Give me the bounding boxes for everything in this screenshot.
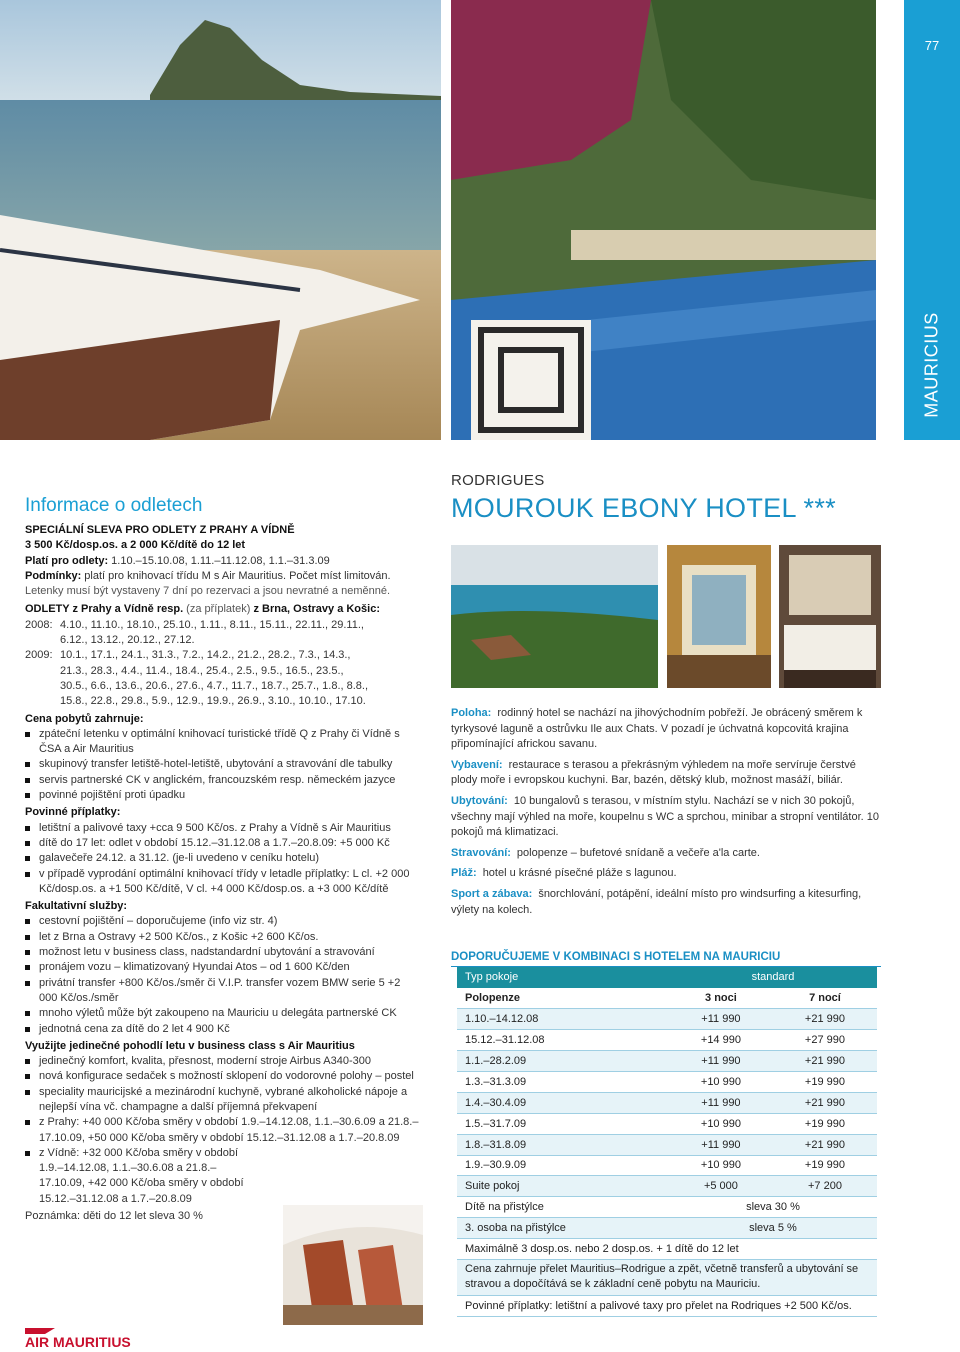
nights3-header: 3 noci xyxy=(669,988,773,1009)
list-item: možnost letu v business class, nadstandardní ubytování a stravování xyxy=(25,945,420,960)
table-row xyxy=(457,1092,877,1113)
mandatory-title: Povinné příplatky: xyxy=(25,806,121,819)
table-cell: +21 990 xyxy=(773,1009,877,1030)
location-label: Poloha: xyxy=(451,707,492,719)
list-item: speciality mauricijské a mezinárodní kuchyně, vybrané alkoholické nápoje a nejlepší vína vč. champagne a další příjemná překvapení xyxy=(25,1085,420,1116)
dates-2009 xyxy=(25,648,420,709)
beach-label: Pláž: xyxy=(451,867,477,880)
list-item: jednotná cena za dítě do 2 let 4 900 Kč xyxy=(25,1022,420,1037)
table-cell: 1.9.–30.9.09 xyxy=(457,1155,669,1176)
nights7-header: 7 nocí xyxy=(773,988,877,1009)
table-cell: +11 990 xyxy=(669,1051,773,1072)
food-label: Stravování: xyxy=(451,846,511,859)
note: Poznámka: děti do 12 let sleva 30 % xyxy=(25,1210,203,1223)
list-item: servis partnerské CK v anglickém, francouzském resp. německém jazyce xyxy=(25,773,420,788)
flight-info-title: Informace o odletech xyxy=(25,495,203,516)
list-item: skupinový transfer letiště-hotel-letiště, ubytování a stravování dle tabulky xyxy=(25,757,420,772)
dep-mid: (za příplatek) xyxy=(183,603,254,616)
room-type-header: Typ pokoje xyxy=(457,967,669,988)
location-text: rodinný hotel se nachází na jihovýchodním pobřeží. Je obrácený směrem k tyrkysové laguně a ostrůvku Ile aux Chats. V pozadí je úchvatná kopcovitá krajina připomínající africkou savanu. xyxy=(451,707,863,751)
table-row xyxy=(457,988,877,1009)
table-row xyxy=(457,1134,877,1155)
food-paragraph xyxy=(451,846,881,862)
table-cell: +11 990 xyxy=(669,1092,773,1113)
hotel-name: MOUROUK EBONY HOTEL *** xyxy=(451,493,836,523)
list-item: let z Brna a Ostravy +2 500 Kč/os., z Košic +2 600 Kč/os. xyxy=(25,930,420,945)
table-row xyxy=(457,1239,877,1260)
table-cell: Maximálně 3 dosp.os. nebo 2 dosp.os. + 1 dítě do 12 let xyxy=(457,1239,877,1260)
dep-label-2: z Brna, Ostravy a Košic: xyxy=(253,603,380,616)
equipment-text: restaurace s terasou a překrásným výhledem na moře servíruje čerstvé plody moře i evropskou kuchyni. Bar, bazén, dětský klub, možnost masáží, biliár. xyxy=(451,758,856,787)
table-cell: 1.3.–31.3.09 xyxy=(457,1071,669,1092)
list-item: cestovní pojištění – doporučujeme (info viz str. 4) xyxy=(25,914,420,929)
dates-2009-line: 15.8., 22.8., 29.8., 5.9., 12.9., 19.9., 26.9., 3.10., 10.10., 17.10. xyxy=(60,695,366,708)
food-text: polopenze – bufetové snídaně a večeře a'la carte. xyxy=(516,846,760,859)
year-2009: 2009: xyxy=(25,649,53,662)
board-header: Polopenze xyxy=(457,988,669,1009)
hotel-description xyxy=(451,706,881,923)
table-cell: +27 990 xyxy=(773,1030,877,1051)
cond-text: platí pro knihovací třídu M s Air Mauritius. Počet míst limitován. xyxy=(81,569,391,582)
table-cell: Cena zahrnuje přelet Mauritius–Rodrigue a zpět, včetně transferů a ubytování se stravou a dopočítává se k základní ceně pobytu na Mauriciu. xyxy=(457,1259,877,1295)
table-cell: +21 990 xyxy=(773,1051,877,1072)
table-cell: Dítě na přistýlce xyxy=(457,1197,669,1218)
dep-label: ODLETY z Prahy a Vídně resp. xyxy=(25,603,184,616)
table-cell: 1.5.–31.7.09 xyxy=(457,1113,669,1134)
dates-2008-line: 4.10., 11.10., 18.10., 25.10., 1.11., 8.11., 15.11., 22.11., 29.11., xyxy=(60,618,364,631)
cond-line xyxy=(25,569,420,584)
price-table xyxy=(457,967,877,1317)
valid-line xyxy=(25,554,420,569)
page-number: 77 xyxy=(924,38,940,53)
table-header-row xyxy=(457,967,877,988)
table-cell: +5 000 xyxy=(669,1176,773,1197)
includes-list xyxy=(25,727,420,803)
mandatory-list xyxy=(25,821,420,897)
side-label-text: MAURICIUS xyxy=(921,312,942,418)
departures-line xyxy=(25,602,420,617)
table-row xyxy=(457,1113,877,1134)
business-seat-photo xyxy=(283,1205,423,1325)
table-cell: +11 990 xyxy=(669,1009,773,1030)
list-item: pronájem vozu – klimatizovaný Hyundai Atos – od 1 600 Kč/den xyxy=(25,960,420,975)
room-photo xyxy=(779,545,881,688)
cond-label: Podmínky: xyxy=(25,569,82,582)
beach-boat-photo xyxy=(0,0,441,440)
sport-text: šnorchlování, potápění, ideální místo pro windsurfing a kitesurfing, výlety na kolech. xyxy=(451,887,862,916)
region-name: RODRIGUES xyxy=(451,472,545,489)
table-cell: +19 990 xyxy=(773,1071,877,1092)
list-item: dítě do 17 let: odlet v období 15.12.–31.12.08 a 1.7.–20.8.09: +5 000 Kč xyxy=(25,836,420,851)
hotel-header xyxy=(451,472,881,524)
sport-paragraph xyxy=(451,887,881,918)
beach-paragraph xyxy=(451,866,881,882)
equipment-label: Vybavení: xyxy=(451,758,503,771)
list-item: z Vídně: +32 000 Kč/oba směry v období 1.9.–14.12.08, 1.1.–30.6.08 a 21.8.–17.10.09, +42 000 Kč/oba směry v období 15.12.–31.12.08 a 1.7.–20.8.09 xyxy=(25,1146,257,1207)
table-cell: +21 990 xyxy=(773,1092,877,1113)
table-cell: 1.4.–30.4.09 xyxy=(457,1092,669,1113)
table-cell: +21 990 xyxy=(773,1134,877,1155)
table-row xyxy=(457,1030,877,1051)
dates-2009-line: 30.5., 6.6., 13.6., 20.6., 27.6., 4.7., 11.7., 18.7., 25.7., 1.8., 8.8., xyxy=(60,679,369,692)
beach-text: hotel u krásné písečné pláže s lagunou. xyxy=(482,867,677,880)
valid-label: Platí pro odlety: xyxy=(25,554,109,567)
table-cell: +7 200 xyxy=(773,1176,877,1197)
table-cell: sleva 5 % xyxy=(669,1218,877,1239)
table-cell: +11 990 xyxy=(669,1134,773,1155)
includes-title: Cena pobytů zahrnuje: xyxy=(25,712,144,725)
list-item: nová konfigurace sedaček s možností sklopení do vodorovné polohy – postel xyxy=(25,1069,420,1084)
table-row xyxy=(457,1051,877,1072)
air-mauritius-logo xyxy=(25,1320,175,1350)
recommend-title: DOPORUČUJEME V KOMBINACI S HOTELEM NA MAURICIU xyxy=(451,951,881,967)
standard-header: standard xyxy=(669,967,877,988)
sport-label: Sport a zábava: xyxy=(451,887,533,900)
accommodation-label: Ubytování: xyxy=(451,794,508,807)
promo-line-2: 3 500 Kč/dosp.os. a 2 000 Kč/dítě do 12 let xyxy=(25,539,246,552)
dates-2008-line: 6.12., 13.12., 20.12., 27.12. xyxy=(60,634,195,647)
table-row xyxy=(457,1155,877,1176)
equipment-paragraph xyxy=(451,758,881,789)
accommodation-paragraph xyxy=(451,794,881,841)
promo-line-1: SPECIÁLNÍ SLEVA PRO ODLETY Z PRAHY A VÍDNĚ xyxy=(25,524,295,536)
side-label xyxy=(904,300,960,430)
hotel-pool-photo xyxy=(451,0,876,440)
table-cell: 1.8.–31.8.09 xyxy=(457,1134,669,1155)
table-cell: 3. osoba na přistýlce xyxy=(457,1218,669,1239)
table-cell: sleva 30 % xyxy=(669,1197,877,1218)
table-row xyxy=(457,1218,877,1239)
list-item: privátní transfer +800 Kč/os./směr či V.I.P. transfer vozem BMW serie 5 +2 000 Kč/os./směr xyxy=(25,976,420,1007)
bungalow-photo xyxy=(667,545,771,688)
valid-text: 1.10.–15.10.08, 1.11.–11.12.08, 1.1.–31.3.09 xyxy=(108,554,330,567)
cond-line-2: Letenky musí být vystaveny 7 dní po rezervaci a jsou nevratné a neměnné. xyxy=(25,585,391,598)
table-row xyxy=(457,1009,877,1030)
location-paragraph xyxy=(451,706,881,753)
list-item: letištní a palivové taxy +cca 9 500 Kč/os. z Prahy a Vídně s Air Mauritius xyxy=(25,821,420,836)
table-cell: +10 990 xyxy=(669,1113,773,1134)
optional-title: Fakultativní služby: xyxy=(25,900,128,913)
table-cell: +10 990 xyxy=(669,1155,773,1176)
table-cell: +10 990 xyxy=(669,1071,773,1092)
table-row xyxy=(457,1071,877,1092)
table-row xyxy=(457,1176,877,1197)
business-title: Využijte jedinečné pohodlí letu v business class s Air Mauritius xyxy=(25,1039,355,1052)
dates-2009-line: 21.3., 28.3., 4.4., 11.4., 18.4., 25.4., 2.5., 9.5., 16.5., 23.5., xyxy=(60,664,344,677)
list-item: jedinečný komfort, kvalita, přesnost, moderní stroje Airbus A340-300 xyxy=(25,1054,420,1069)
table-cell: 1.10.–14.12.08 xyxy=(457,1009,669,1030)
dates-2008 xyxy=(25,618,420,649)
table-cell: Povinné příplatky: letištní a palivové taxy pro přelet na Rodriques +2 500 Kč/os. xyxy=(457,1295,877,1316)
list-item: mnoho výletů může být zakoupeno na Mauriciu u delegáta partnerské CK xyxy=(25,1006,420,1021)
optional-list xyxy=(25,914,420,1036)
year-2008: 2008: xyxy=(25,618,53,631)
table-row xyxy=(457,1259,877,1295)
table-row xyxy=(457,1197,877,1218)
table-cell: Suite pokoj xyxy=(457,1176,669,1197)
table-cell: 15.12.–31.12.08 xyxy=(457,1030,669,1051)
coast-photo xyxy=(451,545,658,688)
logo-text: AIR MAURITIUS xyxy=(25,1334,131,1350)
table-cell: +14 990 xyxy=(669,1030,773,1051)
list-item: galavečeře 24.12. a 31.12. (je-li uvedeno v ceníku hotelu) xyxy=(25,851,420,866)
flight-info-section xyxy=(25,495,420,1224)
business-list xyxy=(25,1054,420,1207)
list-item: v případě vyprodání optimální knihovací třídy v letadle příplatky: L cl. +2 000 Kč/dosp.os. a +1 500 Kč/dítě, V cl. +4 000 Kč/dosp.os. a +3 000 Kč/dítě xyxy=(25,867,420,898)
list-item: povinné pojištění proti úpadku xyxy=(25,788,420,803)
list-item: z Prahy: +40 000 Kč/oba směry v období 1.9.–14.12.08, 1.1.–30.6.09 a 21.8.–17.10.09, +50 000 Kč/oba směry v období 15.12.–31.12.08 a 1.7.–20.8.09 xyxy=(25,1115,420,1146)
accommodation-text: 10 bungalovů s terasou, v místním stylu. Nachází se v nich 30 pokojů, všechny mají výhled na moře, koupelnu s WC a sprchou, minibar a stropní ventilátor. 10 pokojů má klimatizaci. xyxy=(451,794,879,839)
table-cell: +19 990 xyxy=(773,1155,877,1176)
dates-2009-line: 10.1., 17.1., 24.1., 31.3., 7.2., 14.2., 21.2., 28.2., 7.3., 14.3., xyxy=(60,649,351,662)
list-item: zpáteční letenku v optimální knihovací turistické třídě Q z Prahy či Vídně s ČSA a Air Mauritius xyxy=(25,727,420,758)
table-cell: +19 990 xyxy=(773,1113,877,1134)
table-cell: 1.1.–28.2.09 xyxy=(457,1051,669,1072)
table-row xyxy=(457,1295,877,1316)
